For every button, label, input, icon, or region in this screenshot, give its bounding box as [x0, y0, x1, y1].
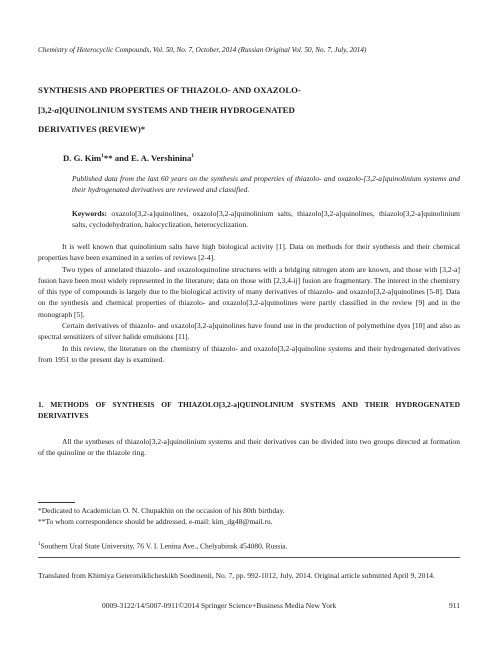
body-paragraph: Certain derivatives of thiazolo- and oxazolo[3,2-a]quinolines have found use in the production of polymethine dyes [10] and also as spectral sensitizers of silver halide emulsions [11]. — [38, 321, 460, 342]
running-header: Chemistry of Heterocyclic Compounds, Vol. 50, No. 7, October, 2014 (Russian Original Vol. 50, No. 7, July, 2014) — [38, 46, 367, 54]
title-line-3: DERIVATIVES (REVIEW)* — [38, 124, 146, 135]
author-name: D. G. Kim — [63, 152, 102, 163]
footer-divider — [38, 557, 460, 558]
author-affiliation-mark: 1 — [101, 153, 104, 159]
page-footer — [38, 600, 460, 612]
page-number: 911 — [449, 601, 460, 610]
body-paragraph: It is well known that quinolinium salts have high biological activity [1]. Data on methods for their synthesis and their chemical properties have been examined in a series of reviews [2-4]. — [38, 242, 460, 263]
introduction-body — [38, 241, 460, 365]
title-bracket-italic: a — [54, 104, 59, 115]
affiliation-mark: 1 — [38, 542, 41, 547]
section-heading: 1. METHODS OF SYNTHESIS OF THIAZOLO[3,2-a]QUINOLINIUM SYSTEMS AND THEIR HYDROGENATED DERIVATIVES — [38, 400, 460, 421]
section-body — [38, 436, 460, 458]
footnote-dedication: *Dedicated to Academician O. N. Chupakhin on the occasion of his 80th birthday. — [38, 506, 285, 515]
body-paragraph: In this review, the literature on the chemistry of thiazolo- and oxazolo[3,2-a]quinoline systems and their hydrogenated derivatives from 1951 to the present day is examined. — [38, 343, 460, 364]
abstract: Published data from the last 60 years on the synthesis and properties of thiazolo- and oxazolo-[3,2-a]quinolinium systems and their hydrogenated derivatives are reviewed and classified. — [72, 174, 460, 195]
copyright-line: 0009-3122/14/5007-0911©2014 Springer Science+Business Media New York — [102, 601, 337, 610]
author-correspondence-mark: ** — [103, 152, 113, 163]
title-line-1: SYNTHESIS AND PROPERTIES OF THIAZOLO- AND OXAZOLO- — [38, 85, 301, 95]
author-name: E. A. Vershinina — [130, 152, 192, 163]
body-paragraph: Two types of annelated thiazolo- and oxazoloquinoline structures with a bridging nitrogen atom are known, and those with [3,2-a] fusion have been most widely represented in the literature; data on those with [2,3,4-ij] fusion are fragmentary. The interest in the chemistry of this type of compounds is largely due to the biological activity of many derivatives of thiazolo- and oxazolo[3,2-a]quinolines [5-8]. Data on the synthesis and chemical properties of thiazolo- and oxazolo[3,2-a]quinolines were partly classified in the review [9] and in the monograph [5]. — [38, 264, 460, 319]
footnote-divider — [38, 502, 75, 503]
affiliation — [38, 539, 460, 552]
author-list — [63, 151, 363, 164]
translation-note: Translated from Khimiya Geterotsiklicheskikh Soedinenii, No. 7, pp. 992-1012, July, 2014. Original article submitted April 9, 2014. — [38, 571, 435, 580]
affiliation-text: Southern Ural State University, 76 V. I. Lenina Ave., Chelyabinsk 454080, Russia. — [40, 541, 288, 551]
keywords-text: oxazolo[3,2-a]quinolines, oxazolo[3,2-a]quinolinium salts, thiazolo[3,2-a]quinolines, thiazolo[3,2-a]quinolinium salts, cyclodehydration, halocyclization, heterocyclization. — [72, 209, 460, 230]
author-separator: and — [112, 152, 131, 163]
title-bracket-open: [3,2- — [38, 104, 55, 115]
footnotes — [38, 505, 460, 528]
footnote-correspondence: **To whom correspondence should be addressed, e-mail: kim_dg48@mail.ru. — [38, 517, 273, 527]
keywords — [72, 208, 460, 230]
title-line-2: ]QUINOLINIUM SYSTEMS AND THEIR HYDROGENATED — [59, 104, 295, 115]
author-affiliation-mark: 1 — [191, 153, 195, 159]
section-paragraph: All the syntheses of thiazolo[3,2-a]quinolinium systems and their derivatives can be divided into two groups directed at formation of the quinoline or the thiazole ring. — [38, 437, 460, 458]
article-title — [38, 81, 458, 140]
keywords-label: Keywords: — [72, 209, 107, 218]
